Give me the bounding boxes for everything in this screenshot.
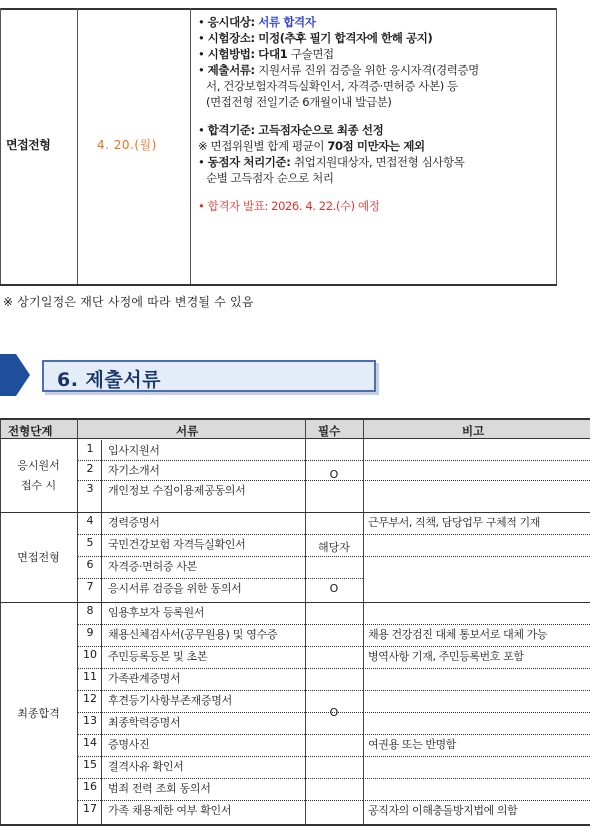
row-number: 14 bbox=[83, 736, 97, 749]
document-name: 주민등록등본 및 초본 bbox=[108, 650, 208, 663]
remark: 공직자의 이해충돌방지법에 의함 bbox=[368, 804, 518, 817]
interview-schedule-table bbox=[0, 0, 557, 286]
table-header-row bbox=[0, 418, 590, 439]
row-divider bbox=[77, 712, 363, 713]
row-number: 5 bbox=[86, 536, 94, 549]
required-mark: O bbox=[329, 468, 339, 481]
required-mark: O bbox=[329, 706, 339, 719]
document-name: 가족관계증명서 bbox=[108, 672, 181, 685]
detail-line: • 응시대상: 서류 합격자 bbox=[198, 15, 316, 29]
announcement-line: • 합격자 발표: 2026. 4. 22.(수) 예정 bbox=[198, 199, 380, 213]
row-number: 1 bbox=[86, 442, 94, 455]
detail-line: (면접전형 전일기준 6개월이내 발급분) bbox=[206, 95, 392, 109]
document-name: 채용신체검사서(공무원용) 및 영수증 bbox=[108, 628, 278, 641]
required-mark: O bbox=[329, 582, 339, 595]
header-document: 서류 bbox=[176, 424, 199, 438]
row-divider bbox=[363, 778, 590, 779]
document-name: 응시서류 검증을 위한 동의서 bbox=[108, 582, 242, 595]
row-divider bbox=[363, 668, 590, 669]
row-divider bbox=[363, 624, 590, 625]
row-divider bbox=[363, 800, 590, 801]
detail-line: ※ 면접위원별 합계 평균이 70점 미만자는 제외 bbox=[198, 139, 425, 153]
detail-line: • 합격기준: 고득점자순으로 최종 선정 bbox=[198, 123, 384, 137]
row-number: 2 bbox=[86, 462, 94, 475]
row-divider bbox=[363, 460, 590, 461]
row-number: 16 bbox=[83, 780, 97, 793]
row-divider bbox=[77, 800, 363, 801]
remark: 채용 건강검진 대체 통보서로 대체 가능 bbox=[368, 628, 548, 641]
documents-table bbox=[0, 418, 590, 826]
header-stage: 전형단계 bbox=[8, 424, 53, 438]
row-divider bbox=[77, 480, 363, 481]
row-divider bbox=[77, 534, 363, 535]
row-divider bbox=[363, 756, 590, 757]
document-name: 자격증·면허증 사본 bbox=[108, 560, 198, 573]
row-divider bbox=[77, 646, 363, 647]
row-number: 10 bbox=[83, 648, 97, 661]
row-number: 3 bbox=[86, 482, 94, 495]
row-divider bbox=[363, 712, 590, 713]
detail-line: 순별 고득점자 순으로 처리 bbox=[206, 171, 334, 185]
detail-line: • 동점자 처리기준: 취업지원대상자, 면접전형 심사항목 bbox=[198, 155, 465, 169]
table-top-border bbox=[0, 8, 557, 10]
row-number: 8 bbox=[86, 604, 94, 617]
row-divider bbox=[77, 556, 363, 557]
detail-line: • 시험방법: 다대1 구술면접 bbox=[198, 47, 334, 61]
row-divider bbox=[363, 480, 590, 481]
row-divider bbox=[77, 578, 363, 579]
schedule-note: ※ 상기일정은 재단 사정에 따라 변경될 수 있음 bbox=[3, 295, 254, 309]
stage-application: 응시원서 접수 시 bbox=[17, 459, 60, 492]
row-divider bbox=[77, 460, 363, 461]
row-divider bbox=[363, 556, 590, 557]
document-name: 최종학력증명서 bbox=[108, 716, 181, 729]
row-number: 12 bbox=[83, 692, 97, 705]
row-divider bbox=[363, 534, 590, 535]
row-number: 13 bbox=[83, 714, 97, 727]
document-name: 결격사유 확인서 bbox=[108, 760, 184, 773]
stage-interview: 면접전형 bbox=[17, 551, 60, 564]
document-name: 범죄 전력 조회 동의서 bbox=[108, 782, 211, 795]
section-header bbox=[42, 360, 376, 392]
remark: 여권용 또는 반명함 bbox=[368, 738, 457, 751]
document-name: 자기소개서 bbox=[108, 464, 160, 477]
header-required: 필수 bbox=[318, 424, 341, 438]
document-name: 국민건강보험 자격득실확인서 bbox=[108, 538, 246, 551]
detail-line: • 시험장소: 미정(추후 필기 합격자에 한해 공지) bbox=[198, 31, 433, 45]
row-number: 6 bbox=[86, 558, 94, 571]
remark: 근무부서, 직책, 담당업무 구체적 기재 bbox=[368, 516, 540, 529]
interview-details bbox=[198, 14, 554, 214]
row-divider bbox=[77, 756, 363, 757]
detail-line: 서, 건강보험자격득실확인서, 자격증·면허증 사본) 등 bbox=[206, 79, 458, 93]
document-name: 개인정보 수집이용제공동의서 bbox=[108, 484, 246, 497]
required-mark: 해당자 bbox=[318, 541, 350, 554]
row-divider bbox=[77, 624, 363, 625]
document-name: 임용후보자 등록원서 bbox=[108, 606, 205, 619]
row-divider bbox=[363, 690, 590, 691]
row-number: 17 bbox=[83, 802, 97, 815]
document-name: 경력증명서 bbox=[108, 516, 160, 529]
document-name: 입사지원서 bbox=[108, 444, 160, 457]
row-number: 15 bbox=[83, 758, 97, 771]
interview-date: 4. 20.(월) bbox=[97, 138, 157, 152]
row-divider bbox=[77, 690, 363, 691]
row-divider bbox=[77, 778, 363, 779]
remark: 병역사항 기재, 주민등록번호 포함 bbox=[368, 650, 524, 663]
header-remark: 비고 bbox=[462, 424, 485, 438]
row-divider bbox=[363, 734, 590, 735]
row-divider bbox=[77, 734, 363, 735]
row-number: 9 bbox=[86, 626, 94, 639]
stage-final: 최종합격 bbox=[17, 707, 60, 720]
row-divider bbox=[77, 668, 363, 669]
stage-label: 면접전형 bbox=[6, 138, 51, 152]
detail-line: • 제출서류: 지원서류 진위 검증을 위한 응시자격(경력증명 bbox=[198, 63, 479, 77]
section-arrow-icon bbox=[0, 354, 30, 396]
document-name: 후견등기사항부존재증명서 bbox=[108, 694, 232, 707]
row-number: 11 bbox=[83, 670, 97, 683]
section-title: 6. 제출서류 bbox=[57, 369, 161, 391]
document-name: 증명사진 bbox=[108, 738, 150, 751]
row-divider bbox=[363, 646, 590, 647]
row-number: 7 bbox=[86, 580, 94, 593]
document-name: 가족 채용제한 여부 확인서 bbox=[108, 804, 232, 817]
row-number: 4 bbox=[86, 514, 94, 527]
